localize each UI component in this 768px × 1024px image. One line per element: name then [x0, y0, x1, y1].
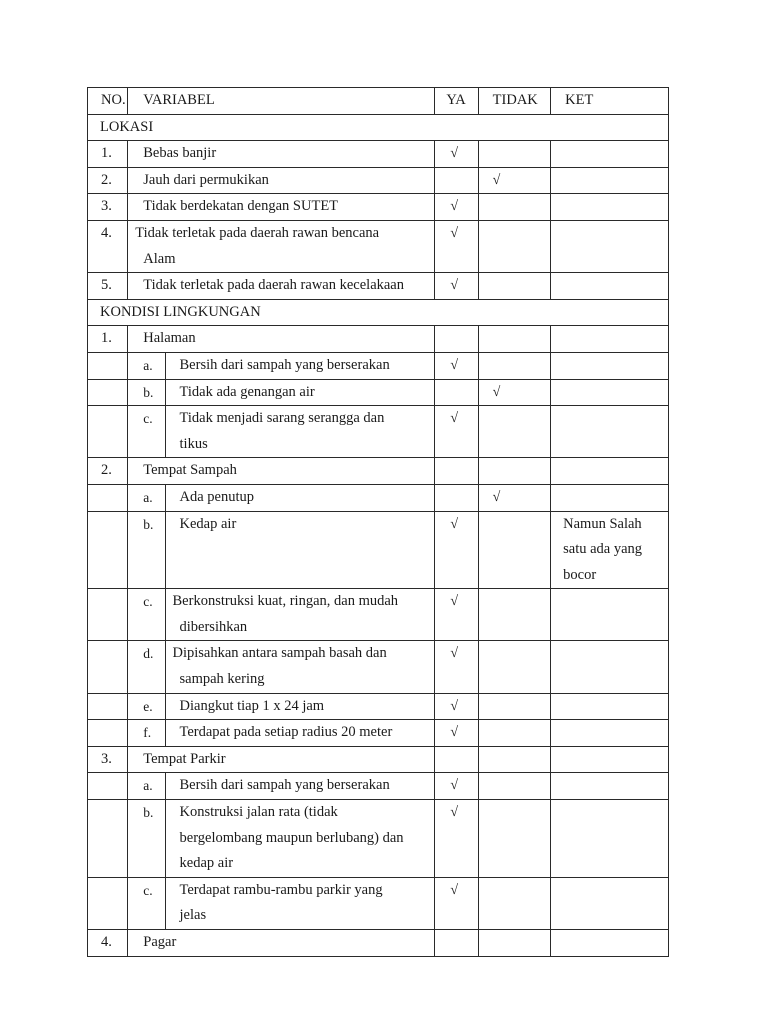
group-title-halaman: Halaman: [128, 326, 435, 353]
tidak-cell: [478, 930, 550, 957]
header-ket: KET: [551, 88, 669, 115]
row-variable-text: [165, 589, 435, 641]
ya-check-mark: √: [435, 352, 478, 379]
table-row: [88, 720, 669, 747]
row-variable-text: Bersih dari sampah yang berserakan: [165, 773, 435, 800]
ket-cell: [551, 720, 669, 747]
empty-no-cell: [88, 800, 128, 878]
text-line: Tidak menjadi sarang serangga dan: [179, 410, 385, 427]
ya-check-mark: √: [435, 406, 478, 458]
tidak-check-mark: [478, 406, 550, 458]
ya-check-mark: √: [435, 720, 478, 747]
ya-check-mark: √: [435, 220, 478, 272]
table-row: [88, 141, 669, 168]
text-line: Berkonstruksi kuat, ringan, dan mudah: [172, 593, 399, 610]
ket-cell: [551, 693, 669, 720]
row-number: 2.: [88, 167, 128, 194]
ket-line: bocor: [563, 566, 597, 583]
row-variable-text: Bebas banjir: [128, 141, 435, 168]
row-letter: c.: [128, 589, 165, 641]
inspection-checklist-table: [87, 87, 669, 957]
row-letter: f.: [128, 720, 165, 747]
row-number: 4.: [88, 930, 128, 957]
section-row-kondisi: [88, 299, 669, 326]
row-variable-text: Tidak ada genangan air: [165, 379, 435, 406]
ya-check-mark: √: [435, 773, 478, 800]
row-number: 3.: [88, 746, 128, 773]
ket-cell: [551, 800, 669, 878]
ya-check-mark: [435, 167, 478, 194]
tidak-check-mark: [478, 273, 550, 300]
row-variable-text: [165, 800, 435, 878]
tidak-check-mark: [478, 220, 550, 272]
group-title-pagar: Pagar: [128, 930, 435, 957]
group-row-halaman: [88, 326, 669, 353]
ya-check-mark: [435, 484, 478, 511]
tidak-cell: [478, 326, 550, 353]
ket-cell: [551, 930, 669, 957]
ket-cell: [551, 326, 669, 353]
ket-cell: [551, 194, 669, 221]
tidak-check-mark: √: [478, 484, 550, 511]
text-line: Tidak terletak pada daerah rawan bencana: [135, 224, 380, 241]
tidak-check-mark: [478, 800, 550, 878]
ket-cell: [551, 484, 669, 511]
text-line: Konstruksi jalan rata (tidak: [179, 804, 338, 821]
text-line: sampah kering: [179, 671, 265, 688]
table-header-row: [88, 88, 669, 115]
text-line: bergelombang maupun berlubang) dan: [179, 829, 404, 846]
tidak-check-mark: [478, 720, 550, 747]
ket-cell: [551, 458, 669, 485]
row-variable-text: [128, 220, 435, 272]
empty-no-cell: [88, 352, 128, 379]
ket-cell: [551, 773, 669, 800]
row-letter: e.: [128, 693, 165, 720]
text-line: dibersihkan: [179, 618, 248, 635]
tidak-cell: [478, 458, 550, 485]
text-line: kedap air: [179, 855, 234, 872]
group-row-pagar: [88, 930, 669, 957]
table-row: [88, 693, 669, 720]
table-row: [88, 773, 669, 800]
empty-no-cell: [88, 511, 128, 589]
tidak-check-mark: [478, 352, 550, 379]
text-line: Alam: [143, 250, 176, 267]
row-number: 1.: [88, 326, 128, 353]
tidak-check-mark: [478, 877, 550, 929]
text-line: tikus: [179, 435, 208, 452]
row-letter: a.: [128, 352, 165, 379]
table-row: [88, 194, 669, 221]
row-letter: a.: [128, 773, 165, 800]
row-variable-text: Terdapat pada setiap radius 20 meter: [165, 720, 435, 747]
table-row: [88, 800, 669, 878]
table-row: [88, 352, 669, 379]
row-variable-text: Diangkut tiap 1 x 24 jam: [165, 693, 435, 720]
table-row: [88, 379, 669, 406]
row-letter: c.: [128, 877, 165, 929]
row-letter: d.: [128, 641, 165, 693]
group-title-tempat-sampah: Tempat Sampah: [128, 458, 435, 485]
ya-check-mark: √: [435, 641, 478, 693]
text-line: Dipisahkan antara sampah basah dan: [172, 645, 387, 662]
ket-cell: [551, 379, 669, 406]
row-variable-text: Ada penutup: [165, 484, 435, 511]
ket-cell: [551, 406, 669, 458]
ya-check-mark: √: [435, 693, 478, 720]
ya-check-mark: √: [435, 511, 478, 589]
tidak-check-mark: [478, 194, 550, 221]
empty-no-cell: [88, 773, 128, 800]
ya-check-mark: √: [435, 589, 478, 641]
row-variable-text: [165, 406, 435, 458]
ya-cell: [435, 326, 478, 353]
ya-check-mark: √: [435, 877, 478, 929]
text-line: jelas: [179, 907, 207, 924]
row-variable-text: Kedap air: [165, 511, 435, 589]
ket-cell: [551, 746, 669, 773]
group-row-tempat-sampah: [88, 458, 669, 485]
row-variable-text: [165, 877, 435, 929]
row-letter: a.: [128, 484, 165, 511]
group-title-tempat-parkir: Tempat Parkir: [128, 746, 435, 773]
tidak-check-mark: [478, 589, 550, 641]
ket-cell: [551, 641, 669, 693]
row-letter: b.: [128, 379, 165, 406]
empty-no-cell: [88, 720, 128, 747]
row-variable-text: [165, 641, 435, 693]
tidak-check-mark: [478, 141, 550, 168]
ya-cell: [435, 930, 478, 957]
header-tidak: TIDAK: [478, 88, 550, 115]
tidak-check-mark: √: [478, 379, 550, 406]
ket-cell: [551, 273, 669, 300]
section-title-kondisi: KONDISI LINGKUNGAN: [88, 299, 669, 326]
row-number: 5.: [88, 273, 128, 300]
table-row: [88, 273, 669, 300]
table-row: [88, 406, 669, 458]
ket-cell: [551, 220, 669, 272]
empty-no-cell: [88, 693, 128, 720]
empty-no-cell: [88, 379, 128, 406]
header-variabel: VARIABEL: [128, 88, 435, 115]
ya-check-mark: √: [435, 141, 478, 168]
section-row-lokasi: [88, 114, 669, 141]
row-letter: b.: [128, 511, 165, 589]
row-number: 1.: [88, 141, 128, 168]
ya-check-mark: √: [435, 273, 478, 300]
ya-cell: [435, 458, 478, 485]
ya-check-mark: [435, 379, 478, 406]
tidak-check-mark: [478, 693, 550, 720]
ket-cell: [551, 352, 669, 379]
row-variable-text: Jauh dari permukikan: [128, 167, 435, 194]
tidak-cell: [478, 746, 550, 773]
ket-cell: [551, 141, 669, 168]
section-title-lokasi: LOKASI: [88, 114, 669, 141]
empty-no-cell: [88, 589, 128, 641]
ket-cell: [551, 877, 669, 929]
header-ya: YA: [435, 88, 478, 115]
empty-no-cell: [88, 877, 128, 929]
ket-cell: [551, 167, 669, 194]
tidak-check-mark: [478, 641, 550, 693]
row-letter: b.: [128, 800, 165, 878]
empty-no-cell: [88, 484, 128, 511]
table-row: [88, 167, 669, 194]
header-no: NO.: [88, 88, 128, 115]
ket-note: [551, 511, 669, 589]
ya-check-mark: √: [435, 800, 478, 878]
empty-no-cell: [88, 641, 128, 693]
row-variable-text: Tidak berdekatan dengan SUTET: [128, 194, 435, 221]
ket-cell: [551, 589, 669, 641]
table-row: [88, 220, 669, 272]
ya-cell: [435, 746, 478, 773]
table-row: [88, 484, 669, 511]
empty-no-cell: [88, 406, 128, 458]
ket-line: satu ada yang: [563, 541, 643, 558]
row-letter: c.: [128, 406, 165, 458]
row-variable-text: Bersih dari sampah yang berserakan: [165, 352, 435, 379]
table-row: [88, 511, 669, 589]
tidak-check-mark: [478, 511, 550, 589]
tidak-check-mark: √: [478, 167, 550, 194]
text-line: Terdapat rambu-rambu parkir yang: [179, 881, 383, 898]
table-row: [88, 877, 669, 929]
ket-line: Namun Salah: [563, 515, 642, 532]
row-number: 2.: [88, 458, 128, 485]
row-number: 3.: [88, 194, 128, 221]
group-row-tempat-parkir: [88, 746, 669, 773]
ya-check-mark: √: [435, 194, 478, 221]
row-number: 4.: [88, 220, 128, 272]
table-row: [88, 589, 669, 641]
tidak-check-mark: [478, 773, 550, 800]
row-variable-text: Tidak terletak pada daerah rawan kecelakaan: [128, 273, 435, 300]
table-row: [88, 641, 669, 693]
